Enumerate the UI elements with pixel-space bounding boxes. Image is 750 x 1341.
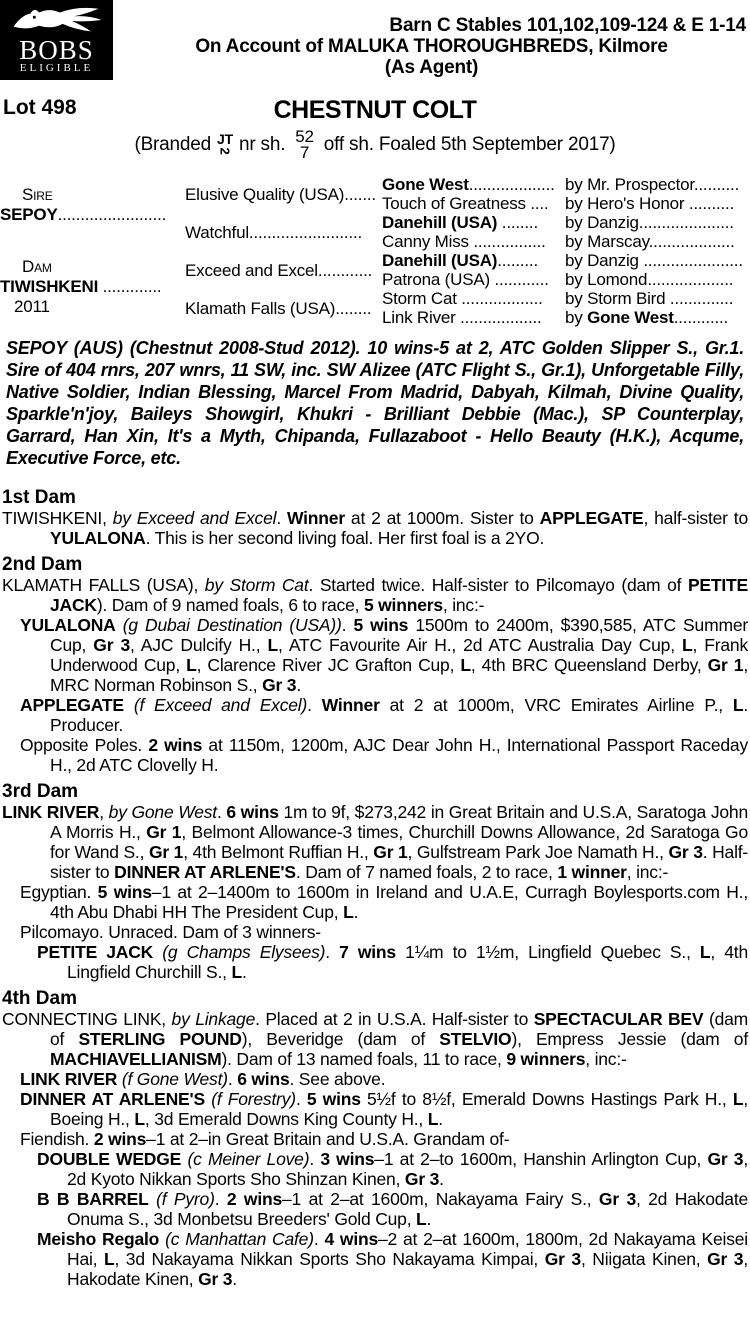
agent-line: (As Agent) [384, 57, 479, 78]
account-line: On Account of MALUKA THOROUGHBREDS, Kilmore [195, 36, 668, 57]
brand-line [0, 125, 750, 165]
pedigree-ancestor: Touch of Greatness .... [382, 194, 549, 213]
dam-section-heading: 2nd Dam [2, 554, 83, 575]
pedigree-ancestor-sire: by Marscay................... [565, 232, 735, 251]
pedigree-paragraph: DOUBLE WEDGE (c Meiner Love). 3 wins–1 at 2–to 1600m, Hanshin Arlington Cup, Gr 3, 2d Kyoto Nikkan Sports Sho Shinzan Kinen, Gr 3. [37, 1149, 749, 1189]
sire-block [0, 185, 185, 225]
pedigree-ancestor-sire: by Hero's Honor .......... [565, 194, 735, 213]
brand-prefix: (Branded [134, 134, 211, 155]
pedigree-ancestor: Patrona (USA) ............ [382, 270, 549, 289]
dam-sections [0, 487, 750, 1289]
pedigree-paragraph: DINNER AT ARLENE'S (f Forestry). 5 wins 5½f to 8½f, Emerald Downs Hastings Park H., L, Boeing H., L, 3d Emerald Downs King County H., L. [20, 1089, 748, 1129]
pedigree-parents-column [0, 175, 185, 327]
pedigree-paragraph: LINK RIVER, by Gone West. 6 wins 1m to 9f, $273,242 in Great Britain and U.S.A, Saratoga John A Morris H., Gr 1, Belmont Allowance-3 times, Churchill Downs Allowance, 2d Saratoga Go for Wand S., Gr 1, 4th Belmont Ruffian H., Gr 1, Gulfstream Park Joe Namath H., Gr 3. Half-sister to DINNER AT ARLENE'S. Dam of 7 named foals, 2 to race, 1 winner, inc:- [2, 802, 749, 882]
bobs-eligible-logo [0, 0, 113, 80]
brand-number [295, 129, 314, 161]
pedigree-ancestor: Storm Cat .................. [382, 289, 543, 308]
pedigree-table [0, 175, 750, 327]
pedigree-ancestor-sire: by Mr. Prospector.......... [565, 175, 740, 194]
pedigree-ancestor: Klamath Falls (USA) ........ [185, 298, 372, 318]
pedigree-paragraph: APPLEGATE (f Exceed and Excel). Winner at 2 at 1000m, VRC Emirates Airline P., L. Producer. [20, 695, 749, 735]
brand-number-bottom: 7 [299, 143, 310, 162]
dam-foaling-year: 2011 [14, 297, 50, 316]
lot-number: Lot 498 [3, 96, 77, 119]
pedigree-ancestor: Danehill (USA) ........ [382, 213, 538, 232]
dam-section-heading: 3rd Dam [2, 781, 79, 802]
pedigree-ancestor: Elusive Quality (USA) ....... [185, 184, 376, 204]
pedigree-ancestor-sire: by Danzig..................... [565, 213, 734, 232]
page-title: CHESTNUT COLT [273, 96, 477, 124]
sire-label: Sire [22, 185, 53, 204]
pedigree-paragraph: B B BARREL (f Pyro). 2 wins–1 at 2–at 1600m, Nakayama Fairy S., Gr 3, 2d Hakodate Onuma S., 3d Monbetsu Breeders' Gold Cup, L. [37, 1189, 749, 1229]
pedigree-paragraph: LINK RIVER (f Gone West). 6 wins. See above. [20, 1069, 386, 1089]
pedigree-paragraph: YULALONA (g Dubai Destination (USA)). 5 wins 1500m to 2400m, $390,585, ATC Summer Cup, Gr 3, AJC Dulcify H., L, ATC Favourite Air H., 2d ATC Australia Day Cup, L, Frank Underwood Cup, L, Clarence River JC Grafton Cup, L, 4th BRC Queensland Derby, Gr 1, MRC Norman Robinson S., Gr 3. [20, 615, 749, 695]
page-header [0, 0, 750, 80]
brand-number-top: 52 [295, 127, 314, 146]
dam-name: TIWISHKENI ............. [0, 277, 162, 296]
pedigree-ancestor: Gone West................... [382, 175, 555, 194]
pedigree-ancestor-sire: by Lomond................... [565, 270, 734, 289]
horse-head-icon [9, 4, 105, 38]
pedigree-grandparents-column [185, 175, 382, 327]
pedigree-paragraph: CONNECTING LINK, by Linkage. Placed at 2 in U.S.A. Half-sister to SPECTACULAR BEV (dam of STERLING POUND), Beveridge (dam of STELVIO), Empress Jessie (dam of MACHIAVELLIANISM). Dam of 13 named foals, 11 to race, 9 winners, inc:- [2, 1009, 749, 1069]
pedigree-gen4-column [565, 175, 750, 327]
brand-mark-rotated-numeral: 2 [217, 146, 233, 155]
pedigree-paragraph: TIWISHKENI, by Exceed and Excel. Winner at 2 at 1000m. Sister to APPLEGATE, half-sister to YULALONA. This is her second living foal. Her first foal is a 2YO. [2, 508, 748, 548]
pedigree-ancestor: Watchful ......................... [185, 222, 362, 242]
brand-mark [217, 130, 233, 157]
pedigree-ancestor: Link River .................. [382, 308, 542, 327]
pedigree-paragraph: KLAMATH FALLS (USA), by Storm Cat. Started twice. Half-sister to Pilcomayo (dam of PETITE JACK). Dam of 9 named foals, 6 to race, 5 winners, inc:- [2, 575, 748, 615]
pedigree-paragraph: PETITE JACK (g Champs Elysees). 7 wins 1¼m to 1½m, Lingfield Quebec S., L, 4th Lingfield Churchill S., L. [37, 942, 748, 982]
pedigree-paragraph: Fiendish. 2 wins–1 at 2–in Great Britain and U.S.A. Grandam of- [20, 1129, 510, 1149]
dam-section-heading: 1st Dam [2, 487, 76, 508]
dam-block [0, 257, 185, 317]
pedigree-ancestor: Canny Miss ................ [382, 232, 546, 251]
dam-label: Dam [22, 257, 52, 276]
pedigree-ancestor: Exceed and Excel ............ [185, 260, 373, 280]
logo-subtitle: ELIGIBLE [19, 62, 94, 74]
brand-mark-letters: JT [217, 130, 233, 147]
sire-name: SEPOY........................ [0, 205, 167, 224]
pedigree-paragraph: Egyptian. 5 wins–1 at 2–1400m to 1600m in Ireland and U.A.E, Curragh Boylesports.com H., 4th Abu Dhabi HH The President Cup, L. [20, 882, 749, 922]
pedigree-paragraph: Pilcomayo. Unraced. Dam of 3 winners- [20, 922, 321, 942]
pedigree-ancestor-sire: by Danzig ...................... [565, 251, 743, 270]
pedigree-ancestor-sire: by Storm Bird .............. [565, 289, 734, 308]
barn-line: Barn C Stables 101,102,109-124 & E 1-14 [389, 15, 746, 36]
pedigree-ancestor-sire: by Gone West............ [565, 308, 729, 327]
lot-title-row [0, 96, 750, 124]
near-side-label: nr sh. [238, 134, 286, 155]
sire-summary: SEPOY (AUS) (Chestnut 2008-Stud 2012). 10 wins-5 at 2, ATC Golden Slipper S., Gr.1. Sire of 404 rnrs, 207 wnrs, 11 SW, inc. SW Alizee (ATC Flight S., Gr.1), Unforgetable Filly, Native Soldier, Indian Blessing, Marcel From Madrid, Dabyah, Kilmah, Divine Quality, Sparkle'n'joy, Baileys Showgirl, Khukri - Brilliant Debbie (Mac.), SP Counterplay, Garrard, Han Xin, It's a Myth, Chipanda, Fullazaboot - Hello Beauty (H.K.), Acqume, Executive Force, etc. [6, 338, 744, 468]
logo-title: BOBS [19, 35, 94, 65]
dam-section-heading: 4th Dam [2, 988, 77, 1009]
pedigree-paragraph: Opposite Poles. 2 wins at 1150m, 1200m, AJC Dear John H., International Passport Raceday H., 2d ATC Clovelly H. [20, 735, 748, 775]
consignor-block [113, 0, 750, 80]
pedigree-greatgrandparents-column [382, 175, 565, 327]
foaled-text: off sh. Foaled 5th September 2017) [323, 134, 616, 155]
pedigree-paragraph: Meisho Regalo (c Manhattan Cafe). 4 wins–2 at 2–at 1600m, 1800m, 2d Nakayama Keisei Hai, L, 3d Nakayama Nikkan Sports Sho Nakayama Kimpai, Gr 3, Niigata Kinen, Gr 3, Hakodate Kinen, Gr 3. [37, 1229, 748, 1289]
pedigree-ancestor: Danehill (USA)......... [382, 251, 538, 270]
